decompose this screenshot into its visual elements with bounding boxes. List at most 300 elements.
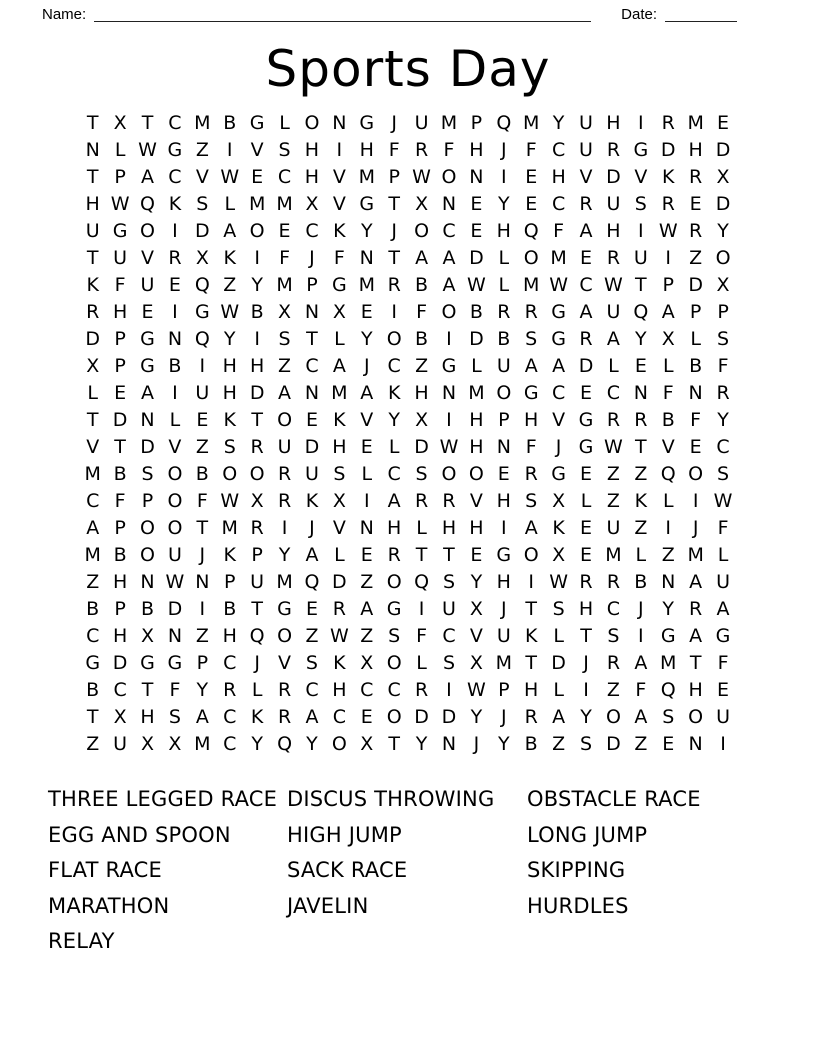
grid-letter: S (278, 139, 291, 161)
grid-letter: S (223, 436, 236, 458)
grid-letter: R (387, 544, 401, 566)
grid-letter: Q (277, 733, 293, 755)
grid-letter: A (278, 382, 292, 404)
grid-letter: C (305, 355, 319, 377)
grid-letter: E (717, 112, 730, 134)
grid-letter: M (221, 517, 238, 539)
grid-letter: A (524, 355, 538, 377)
grid-letter: J (391, 112, 397, 134)
grid-letter: N (633, 382, 648, 404)
grid-letter: G (523, 382, 539, 404)
grid-letter: M (331, 382, 348, 404)
grid-letter: N (359, 517, 374, 539)
grid-letter: H (332, 436, 347, 458)
grid-letter: U (579, 139, 593, 161)
grid-letter: B (140, 598, 155, 620)
grid-letter: Q (633, 301, 649, 323)
grid-letter: O (441, 301, 457, 323)
grid-row (79, 164, 737, 191)
grid-letter: C (223, 733, 237, 755)
grid-row (79, 110, 737, 137)
grid-letter: H (85, 193, 100, 215)
grid-letter: M (276, 274, 293, 296)
grid-letter: J (254, 652, 260, 674)
grid-letter: R (661, 112, 675, 134)
grid-letter: L (662, 355, 674, 377)
grid-letter: E (525, 193, 538, 215)
grid-letter: R (689, 598, 703, 620)
grid-letter: F (635, 679, 647, 701)
grid-letter: D (688, 274, 703, 296)
grid-letter: S (415, 463, 428, 485)
grid-letter: U (304, 463, 319, 485)
grid-letter: Z (689, 247, 703, 269)
word-item: LONG JUMP (527, 822, 648, 847)
grid-letter: G (140, 328, 155, 350)
grid-letter: R (86, 301, 100, 323)
grid-letter: H (441, 517, 457, 539)
grid-letter: C (606, 382, 621, 404)
grid-letter: Q (660, 679, 676, 701)
grid-letter: O (140, 544, 155, 566)
grid-letter: Z (634, 463, 648, 485)
grid-letter: L (553, 679, 564, 701)
grid-letter: N (195, 571, 210, 593)
grid-letter: E (305, 598, 318, 620)
grid-letter: M (194, 733, 211, 755)
grid-letter: H (578, 598, 594, 620)
grid-letter: P (224, 571, 236, 593)
grid-letter: U (414, 112, 429, 134)
grid-letter: A (524, 517, 538, 539)
grid-letter: G (140, 355, 155, 377)
grid-letter: I (720, 733, 726, 755)
grid-letter: W (604, 274, 623, 296)
grid-letter: M (440, 112, 458, 134)
grid-letter: A (442, 274, 456, 296)
grid-letter: W (604, 436, 623, 458)
grid-letter: D (469, 247, 484, 269)
grid-letter: R (414, 490, 429, 512)
grid-row (79, 407, 737, 434)
grid-letter: T (251, 409, 263, 431)
grid-letter: N (304, 382, 320, 404)
grid-letter: Y (552, 112, 565, 134)
grid-letter: L (416, 517, 427, 539)
grid-letter: E (360, 301, 373, 323)
grid-letter: C (86, 490, 100, 512)
grid-letter: L (224, 193, 236, 215)
grid-letter: H (387, 517, 402, 539)
grid-letter: H (222, 625, 237, 647)
grid-letter: B (86, 679, 100, 701)
grid-letter: G (167, 652, 183, 674)
grid-letter: J (500, 598, 507, 620)
grid-letter: P (114, 598, 126, 620)
grid-letter: T (141, 112, 154, 134)
grid-letter: H (222, 382, 237, 404)
grid-letter: X (552, 490, 566, 512)
grid-letter: G (715, 625, 731, 647)
grid-letter: B (689, 355, 703, 377)
grid-row (79, 677, 737, 704)
grid-letter: P (196, 652, 209, 674)
grid-letter: B (113, 544, 127, 566)
grid-letter: S (662, 706, 675, 728)
word-item: HURDLES (527, 893, 629, 918)
grid-letter: L (334, 328, 345, 350)
grid-letter: U (716, 571, 730, 593)
grid-letter: A (360, 382, 374, 404)
grid-letter: W (220, 490, 240, 512)
grid-letter: Q (249, 625, 265, 647)
grid-letter: D (140, 436, 155, 458)
grid-row (79, 353, 737, 380)
grid-letter: P (251, 544, 263, 566)
grid-letter: B (195, 463, 209, 485)
grid-letter: K (662, 166, 675, 188)
grid-letter: R (168, 247, 182, 269)
grid-letter: A (360, 598, 374, 620)
grid-letter: Q (660, 463, 676, 485)
grid-letter: O (140, 220, 155, 242)
grid-letter: R (387, 274, 401, 296)
grid-letter: F (717, 355, 729, 377)
grid-letter: R (579, 193, 593, 215)
grid-letter: A (305, 544, 319, 566)
word-item: SACK RACE (287, 858, 408, 882)
grid-letter: U (140, 274, 155, 296)
grid-row (79, 731, 737, 758)
grid-letter: E (662, 733, 675, 755)
grid-letter: O (688, 463, 704, 485)
grid-letter: R (606, 247, 621, 269)
grid-letter: F (662, 382, 674, 404)
grid-letter: N (167, 328, 183, 350)
grid-letter: Y (470, 706, 483, 728)
grid-letter: V (141, 247, 155, 269)
grid-letter: E (717, 679, 730, 701)
grid-letter: E (360, 544, 373, 566)
grid-row (79, 299, 737, 326)
grid-letter: D (332, 571, 347, 593)
grid-letter: O (414, 220, 430, 242)
grid-letter: T (251, 598, 263, 620)
grid-letter: M (358, 274, 375, 296)
grid-letter: R (277, 490, 292, 512)
grid-letter: N (140, 409, 155, 431)
grid-letter: D (112, 652, 128, 674)
grid-row (79, 650, 737, 677)
grid-letter: H (688, 139, 703, 161)
grid-letter: W (329, 625, 349, 647)
grid-letter: Z (661, 544, 675, 566)
grid-letter: M (687, 112, 704, 134)
grid-letter: O (277, 625, 293, 647)
grid-letter: V (168, 436, 182, 458)
grid-letter: K (333, 409, 346, 431)
grid-letter: L (608, 355, 619, 377)
grid-letter: L (87, 382, 98, 404)
grid-letter: N (496, 436, 511, 458)
grid-letter: G (167, 139, 183, 161)
grid-row (79, 461, 737, 488)
grid-letter: H (222, 355, 237, 377)
grid-letter: Z (415, 355, 429, 377)
grid-letter: O (386, 652, 402, 674)
grid-letter: G (359, 112, 375, 134)
grid-letter: R (250, 517, 264, 539)
grid-letter: L (279, 112, 290, 134)
grid-letter: I (500, 166, 507, 188)
grid-letter: I (446, 328, 452, 350)
grid-letter: B (223, 112, 237, 134)
grid-letter: J (363, 355, 370, 377)
grid-letter: R (524, 463, 538, 485)
grid-letter: H (304, 166, 320, 188)
word-item: DISCUS THROWING (287, 787, 495, 811)
grid-letter: Z (86, 571, 100, 593)
grid-letter: R (579, 328, 593, 350)
grid-letter: G (496, 544, 512, 566)
word-item: JAVELIN (287, 893, 369, 918)
grid-letter: D (249, 382, 265, 404)
grid-letter: D (304, 436, 320, 458)
grid-letter: C (168, 166, 182, 188)
grid-letter: J (473, 733, 480, 755)
grid-letter: G (112, 220, 128, 242)
grid-letter: A (634, 652, 648, 674)
grid-letter: E (278, 220, 291, 242)
grid-letter: H (249, 355, 265, 377)
grid-letter: O (715, 247, 731, 269)
grid-letter: H (551, 166, 566, 188)
grid-letter: R (606, 139, 621, 161)
grid-letter: R (414, 139, 429, 161)
grid-letter: I (172, 301, 178, 323)
grid-letter: R (716, 382, 730, 404)
grid-letter: I (665, 247, 672, 269)
grid-letter: M (687, 544, 704, 566)
grid-letter: L (334, 544, 345, 566)
grid-letter: H (524, 409, 539, 431)
grid-letter: O (496, 382, 512, 404)
grid-letter: C (551, 193, 566, 215)
grid-letter: G (359, 193, 375, 215)
grid-letter: S (196, 193, 209, 215)
grid-letter: B (113, 463, 127, 485)
grid-letter: E (634, 355, 647, 377)
grid-letter: D (578, 355, 594, 377)
grid-row (79, 272, 737, 299)
grid-letter: R (606, 409, 621, 431)
grid-letter: U (496, 355, 511, 377)
grid-letter: R (689, 220, 703, 242)
grid-letter: Y (717, 220, 729, 242)
grid-letter: G (578, 436, 594, 458)
grid-letter: V (579, 166, 593, 188)
grid-letter: U (606, 193, 621, 215)
grid-letter: M (358, 166, 375, 188)
grid-letter: V (332, 193, 346, 215)
grid-letter: Y (497, 733, 510, 755)
grid-letter: L (717, 544, 729, 566)
grid-letter: G (551, 463, 566, 485)
grid-letter: M (468, 382, 485, 404)
grid-letter: I (665, 517, 672, 539)
grid-letter: C (387, 463, 401, 485)
grid-letter: S (525, 328, 538, 350)
grid-letter: M (495, 652, 512, 674)
grid-letter: C (716, 436, 730, 458)
grid-letter: Z (195, 625, 209, 647)
grid-letter: W (466, 679, 486, 701)
grid-letter: W (165, 571, 185, 593)
grid-letter: S (717, 328, 730, 350)
grid-letter: D (606, 733, 621, 755)
grid-letter: P (689, 301, 702, 323)
grid-letter: L (471, 355, 482, 377)
grid-letter: Y (580, 706, 592, 728)
grid-letter: L (553, 625, 564, 647)
grid-letter: O (277, 409, 293, 431)
grid-letter: S (552, 598, 565, 620)
grid-letter: O (331, 733, 347, 755)
grid-letter: I (199, 598, 206, 620)
grid-letter: C (606, 598, 621, 620)
word-item: SKIPPING (527, 858, 626, 882)
grid-letter: I (254, 328, 260, 350)
grid-letter: I (172, 220, 178, 242)
grid-letter: B (86, 598, 100, 620)
grid-letter: R (606, 652, 621, 674)
grid-letter: U (606, 517, 621, 539)
grid-letter: A (86, 517, 100, 539)
grid-letter: Q (414, 571, 430, 593)
grid-letter: T (443, 544, 455, 566)
grid-letter: E (141, 301, 154, 323)
grid-letter: I (583, 679, 589, 701)
grid-letter: I (446, 679, 452, 701)
grid-letter: Y (360, 328, 373, 350)
grid-letter: I (363, 490, 370, 512)
grid-letter: F (169, 679, 181, 701)
grid-letter: Z (195, 139, 209, 161)
grid-letter: W (439, 436, 459, 458)
grid-row (79, 596, 737, 623)
grid-letter: T (306, 328, 318, 350)
grid-letter: Z (606, 463, 620, 485)
grid-letter: T (86, 166, 99, 188)
grid-row (79, 245, 737, 272)
grid-letter: E (689, 193, 702, 215)
grid-letter: F (114, 490, 126, 512)
grid-letter: M (84, 463, 101, 485)
grid-letter: M (523, 112, 540, 134)
grid-letter: X (469, 652, 483, 674)
grid-letter: S (141, 463, 154, 485)
grid-letter: S (333, 463, 346, 485)
grid-letter: C (442, 625, 456, 647)
grid-letter: U (716, 706, 730, 728)
grid-letter: H (469, 139, 484, 161)
grid-letter: C (551, 139, 566, 161)
grid-letter: F (525, 436, 537, 458)
grid-row (79, 434, 737, 461)
grid-letter: U (85, 220, 100, 242)
grid-letter: S (388, 625, 401, 647)
grid-letter: K (387, 382, 401, 404)
grid-letter: L (361, 463, 373, 485)
grid-letter: H (469, 436, 484, 458)
grid-letter: S (305, 652, 318, 674)
grid-letter: H (359, 139, 374, 161)
grid-letter: D (414, 436, 429, 458)
grid-letter: Y (251, 274, 263, 296)
grid-letter: V (634, 166, 648, 188)
grid-letter: D (85, 328, 101, 350)
grid-letter: B (168, 355, 182, 377)
grid-letter: R (606, 571, 621, 593)
grid-letter: F (416, 301, 428, 323)
grid-letter: Y (360, 220, 373, 242)
grid-letter: I (418, 598, 425, 620)
grid-letter: Z (223, 274, 237, 296)
grid-row (79, 380, 737, 407)
grid-letter: Z (278, 355, 292, 377)
grid-letter: U (496, 625, 511, 647)
grid-letter: D (469, 328, 484, 350)
grid-letter: X (716, 166, 730, 188)
grid-letter: Y (223, 328, 236, 350)
grid-letter: D (551, 652, 566, 674)
grid-letter: X (113, 112, 127, 134)
grid-letter: B (497, 328, 511, 350)
grid-letter: F (525, 139, 537, 161)
grid-letter: J (692, 517, 699, 539)
grid-letter: A (223, 220, 237, 242)
grid-letter: H (112, 571, 128, 593)
grid-letter: Z (634, 733, 648, 755)
grid-letter: X (716, 274, 730, 296)
grid-letter: R (277, 463, 292, 485)
grid-row (79, 326, 737, 353)
grid-letter: N (469, 166, 484, 188)
word-item: THREE LEGGED RACE (48, 787, 278, 811)
grid-letter: R (223, 679, 237, 701)
grid-letter: C (579, 274, 593, 296)
grid-letter: D (660, 139, 676, 161)
grid-row (79, 488, 737, 515)
grid-letter: C (332, 706, 346, 728)
grid-letter: K (333, 220, 346, 242)
grid-letter: A (606, 328, 620, 350)
grid-letter: X (552, 544, 566, 566)
grid-letter: E (168, 274, 181, 296)
grid-letter: G (85, 652, 101, 674)
grid-letter: I (199, 355, 206, 377)
grid-letter: A (141, 166, 155, 188)
grid-letter: E (580, 382, 593, 404)
grid-letter: X (469, 598, 483, 620)
grid-letter: P (470, 112, 483, 134)
grid-letter: T (580, 625, 592, 647)
word-item: RELAY (48, 929, 115, 953)
grid-letter: E (580, 463, 593, 485)
grid-letter: M (605, 544, 622, 566)
grid-letter: U (442, 598, 456, 620)
grid-letter: G (140, 652, 155, 674)
